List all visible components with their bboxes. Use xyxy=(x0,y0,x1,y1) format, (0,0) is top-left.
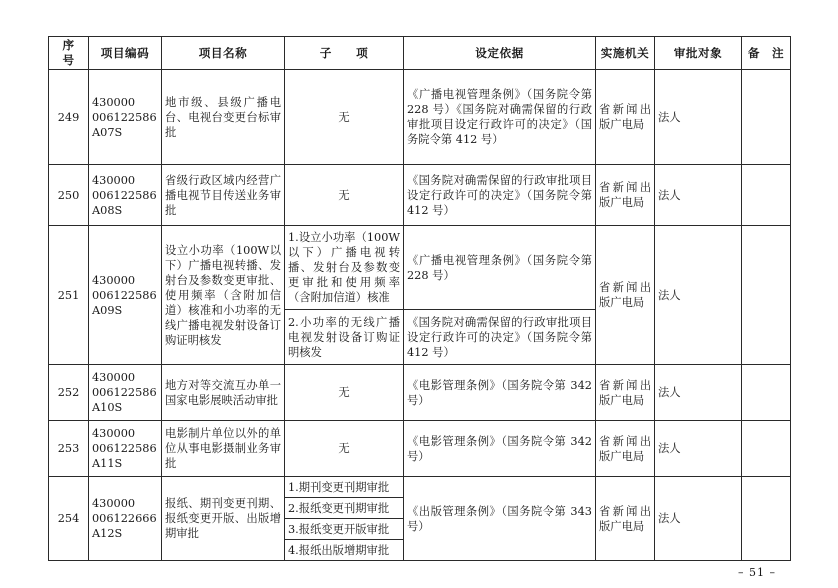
code-line: A09S xyxy=(92,303,123,317)
row-basis: 《电影管理条例》（国务院令第 342 号） xyxy=(404,365,596,421)
header-agency: 实施机关 xyxy=(596,37,655,70)
row-agency: 省新闻出版广电局 xyxy=(596,70,655,165)
row-basis: 《国务院对确需保留的行政审批项目设定行政许可的决定》（国务院令第 412 号） xyxy=(404,165,596,226)
row-code xyxy=(89,477,162,561)
row-sub-item: 2.小功率的无线广播电视发射设备订购证明核发 xyxy=(285,310,404,365)
code-line: 006122666 xyxy=(92,512,157,525)
code-line: A11S xyxy=(92,457,123,470)
table-row xyxy=(49,226,791,310)
row-seq: 254 xyxy=(49,477,89,561)
row-sub-item: 无 xyxy=(285,70,404,165)
row-sub-item: 无 xyxy=(285,365,404,421)
code-line: 006122586 xyxy=(92,442,157,455)
row-notes xyxy=(742,226,791,365)
row-notes xyxy=(742,165,791,226)
code-line: 430000 xyxy=(92,273,136,287)
row-notes xyxy=(742,70,791,165)
code-line: 430000 xyxy=(92,95,136,109)
row-code xyxy=(89,165,162,226)
row-sub-item: 1.设立小功率（100W以下）广播电视转播、发射台及参数变更审批和使用频率（含附加信道）核准 xyxy=(285,226,404,310)
approval-items-table xyxy=(48,36,791,561)
row-notes xyxy=(742,365,791,421)
row-agency: 省新闻出版广电局 xyxy=(596,165,655,226)
table-header-row xyxy=(49,37,791,70)
header-basis: 设定依据 xyxy=(404,37,596,70)
table-row xyxy=(49,421,791,477)
table-row xyxy=(49,70,791,165)
row-code xyxy=(89,70,162,165)
row-seq: 253 xyxy=(49,421,89,477)
row-target: 法人 xyxy=(655,365,742,421)
row-agency: 省新闻出版广电局 xyxy=(596,421,655,477)
row-basis: 《电影管理条例》（国务院令第 342 号） xyxy=(404,421,596,477)
header-sub: 子 项 xyxy=(285,37,404,70)
row-item-name: 设立小功率（100W以下）广播电视转播、发射台及参数变更审批、使用频率（含附加信道）核准和小功率的无线广播电视发射设备订购证明核发 xyxy=(162,226,285,365)
row-target: 法人 xyxy=(655,421,742,477)
row-seq: 250 xyxy=(49,165,89,226)
code-line: A07S xyxy=(92,125,123,139)
row-seq: 252 xyxy=(49,365,89,421)
row-basis: 《国务院对确需保留的行政审批项目设定行政许可的决定》（国务院令第 412 号） xyxy=(404,310,596,365)
row-sub-item: 无 xyxy=(285,165,404,226)
page-number: – 51 – xyxy=(738,566,776,579)
row-item-name: 地市级、县级广播电台、电视台变更台标审批 xyxy=(162,70,285,165)
row-code xyxy=(89,365,162,421)
row-agency: 省新闻出版广电局 xyxy=(596,365,655,421)
table-row xyxy=(49,365,791,421)
header-notes: 备 注 xyxy=(742,37,791,70)
header-seq: 序 号 xyxy=(49,37,89,70)
row-basis: 《广播电视管理条例》（国务院令第 228 号） xyxy=(404,226,596,310)
code-line: 430000 xyxy=(92,371,136,384)
row-seq: 249 xyxy=(49,70,89,165)
row-item-name: 报纸、期刊变更刊期、报纸变更开版、出版增期审批 xyxy=(162,477,285,561)
row-agency: 省新闻出版广电局 xyxy=(596,477,655,561)
row-code xyxy=(89,226,162,365)
code-line: 006122586 xyxy=(92,188,157,202)
row-sub-item: 1.期刊变更刊期审批 xyxy=(285,477,404,498)
table-row xyxy=(49,477,791,498)
code-line: 430000 xyxy=(92,427,136,440)
row-basis: 《出版管理条例》（国务院令第 343 号） xyxy=(404,477,596,561)
code-line: 006122586 xyxy=(92,110,157,124)
row-sub-item: 2.报纸变更刊期审批 xyxy=(285,498,404,519)
row-notes xyxy=(742,477,791,561)
row-item-name: 电影制片单位以外的单位从事电影摄制业务审批 xyxy=(162,421,285,477)
code-line: 006122586 xyxy=(92,288,157,302)
row-sub-item: 3.报纸变更开版审批 xyxy=(285,519,404,540)
table-row xyxy=(49,165,791,226)
row-notes xyxy=(742,421,791,477)
code-line: 430000 xyxy=(92,497,136,510)
row-basis: 《广播电视管理条例》（国务院令第 228 号）《国务院对确需保留的行政审批项目设定行政许可的决定》（国务院令第 412 号） xyxy=(404,70,596,165)
row-target: 法人 xyxy=(655,477,742,561)
row-item-name: 省级行政区域内经营广播电视节目传送业务审批 xyxy=(162,165,285,226)
row-sub-item: 无 xyxy=(285,421,404,477)
row-code xyxy=(89,421,162,477)
code-line: 006122586 xyxy=(92,386,157,399)
header-name: 项目名称 xyxy=(162,37,285,70)
header-target: 审批对象 xyxy=(655,37,742,70)
header-code: 项目编码 xyxy=(89,37,162,70)
code-line: A10S xyxy=(92,401,123,414)
row-sub-item: 4.报纸出版增期审批 xyxy=(285,540,404,561)
code-line: 430000 xyxy=(92,173,136,187)
row-agency: 省新闻出版广电局 xyxy=(596,226,655,365)
row-item-name: 地方对等交流互办单一国家电影展映活动审批 xyxy=(162,365,285,421)
row-target: 法人 xyxy=(655,226,742,365)
code-line: A08S xyxy=(92,203,123,217)
row-target: 法人 xyxy=(655,70,742,165)
row-seq: 251 xyxy=(49,226,89,365)
code-line: A12S xyxy=(92,527,123,540)
row-target: 法人 xyxy=(655,165,742,226)
